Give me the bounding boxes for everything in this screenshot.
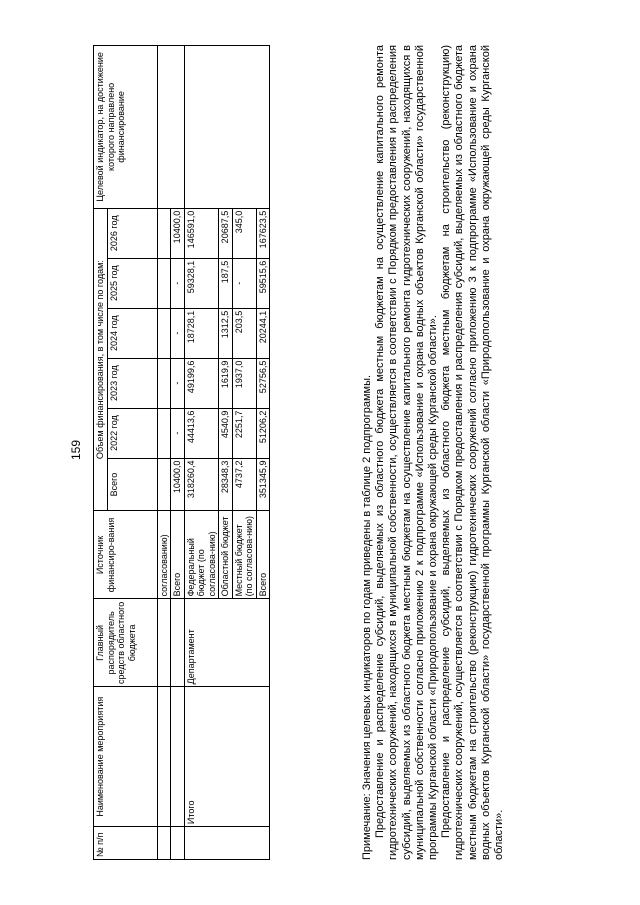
value-cell: 1619,9 (219, 358, 233, 408)
table-header-row (94, 46, 108, 860)
header-2022: 2022 год (107, 408, 157, 458)
value-cell: 51206,2 (256, 408, 270, 458)
header-total: Всего (107, 458, 157, 511)
body-text (361, 45, 506, 860)
paragraph-2: Предоставление и распределение субсидий, выделяемых из областного бюджета местным бюджетам на строительство (реконструкцию) гидротехнических сооружений, осуществляется в соответствии с Порядком предоставления и распределения субсидий, выделяемых из областного бюджета местным бюджетам на строительство (реконструкцию) гидротехнических сооружений согласно приложению 3 к подпрограмме «Использование и охрана водных объектов Курганской области» государственной программы Курганской области «Природопользование и охрана окружающей среды Курганской области». (440, 45, 506, 860)
source-cell: Всего (171, 511, 185, 599)
value-cell: 44413,6 (184, 408, 219, 458)
itogo-label: Итого (184, 687, 270, 827)
value-cell: 18728,1 (184, 308, 219, 358)
value-cell: 146591,0 (184, 208, 219, 258)
value-cell: - (171, 308, 185, 358)
header-2024: 2024 год (107, 308, 157, 358)
table-row (157, 46, 171, 860)
rotated-content (93, 45, 573, 860)
value-cell: 59328,1 (184, 258, 219, 308)
value-cell: - (171, 258, 185, 308)
page-number: 159 (69, 439, 83, 461)
value-cell: 49199,6 (184, 358, 219, 408)
header-name: Наименование мероприятия (94, 687, 158, 827)
value-cell: 1937,0 (232, 358, 256, 408)
value-cell: 351345,9 (256, 458, 270, 511)
value-cell: - (171, 358, 185, 408)
value-cell: - (171, 408, 185, 458)
value-cell: 167623,5 (256, 208, 270, 258)
value-cell: 318260,4 (184, 458, 219, 511)
header-admin: Главный распорядитель средств областного бюджета (94, 599, 158, 687)
header-2025: 2025 год (107, 258, 157, 308)
value-cell: 187,5 (219, 258, 233, 308)
source-cell: Федеральный бюджет (по согласова-нию) (184, 511, 219, 599)
source-cell: Областной бюджет (219, 511, 233, 599)
value-cell: 52756,5 (256, 358, 270, 408)
value-cell: 4540,9 (219, 408, 233, 458)
value-cell: 2251,7 (232, 408, 256, 458)
header-target: Целевой индикатор, на достижение которого направлено финансирование (94, 46, 158, 209)
header-2023: 2023 год (107, 358, 157, 408)
header-num: № п/п (94, 827, 158, 860)
value-cell: 59515,6 (256, 258, 270, 308)
value-cell: 4737,2 (232, 458, 256, 511)
value-cell: 28348,3 (219, 458, 233, 511)
value-cell: - (232, 258, 256, 308)
header-source: Источник финансиро-вания (94, 511, 158, 599)
value-cell: 1312,5 (219, 308, 233, 358)
source-cell: Всего (256, 511, 270, 599)
header-2026: 2026 год (107, 208, 157, 258)
value-cell: 10400,0 (171, 208, 185, 258)
source-cell: Местный бюджет (по согласова-нию) (232, 511, 256, 599)
admin-cell: Департамент (184, 599, 270, 687)
paragraph-1: Предоставление и распределение субсидий, выделяемых из областного бюджета местным бюджетам на осуществление капитального ремонта гидротехнических сооружений, находящихся в муниципальной собственности, осуществляется в соответствии с Порядком предоставления и распределения субсидий, выделяемых из областного бюджета местным бюджетам на осуществление капитального ремонта гидротехнических сооружений, находящихся в муниципальной собственности согласно приложению 2 к подпрограмме «Использование и охрана водных объектов Курганской области» государственной программы Курганской области «Природопользование и охрана окружающей среды Курганской области». (374, 45, 440, 860)
value-cell: 20687,5 (219, 208, 233, 258)
header-volume: Объем финансирования, в том числе по годам: (94, 208, 108, 511)
value-cell: 345,0 (232, 208, 256, 258)
value-cell: 203,5 (232, 308, 256, 358)
source-cell: согласованию) (157, 511, 171, 599)
note: Примечание: Значения целевых индикаторов по годам приведены в таблице 2 подпрограммы. (361, 374, 373, 860)
value-cell: 10400,0 (171, 458, 185, 511)
value-cell: 20244,1 (256, 308, 270, 358)
funding-table (93, 45, 270, 860)
table-row (184, 46, 219, 860)
